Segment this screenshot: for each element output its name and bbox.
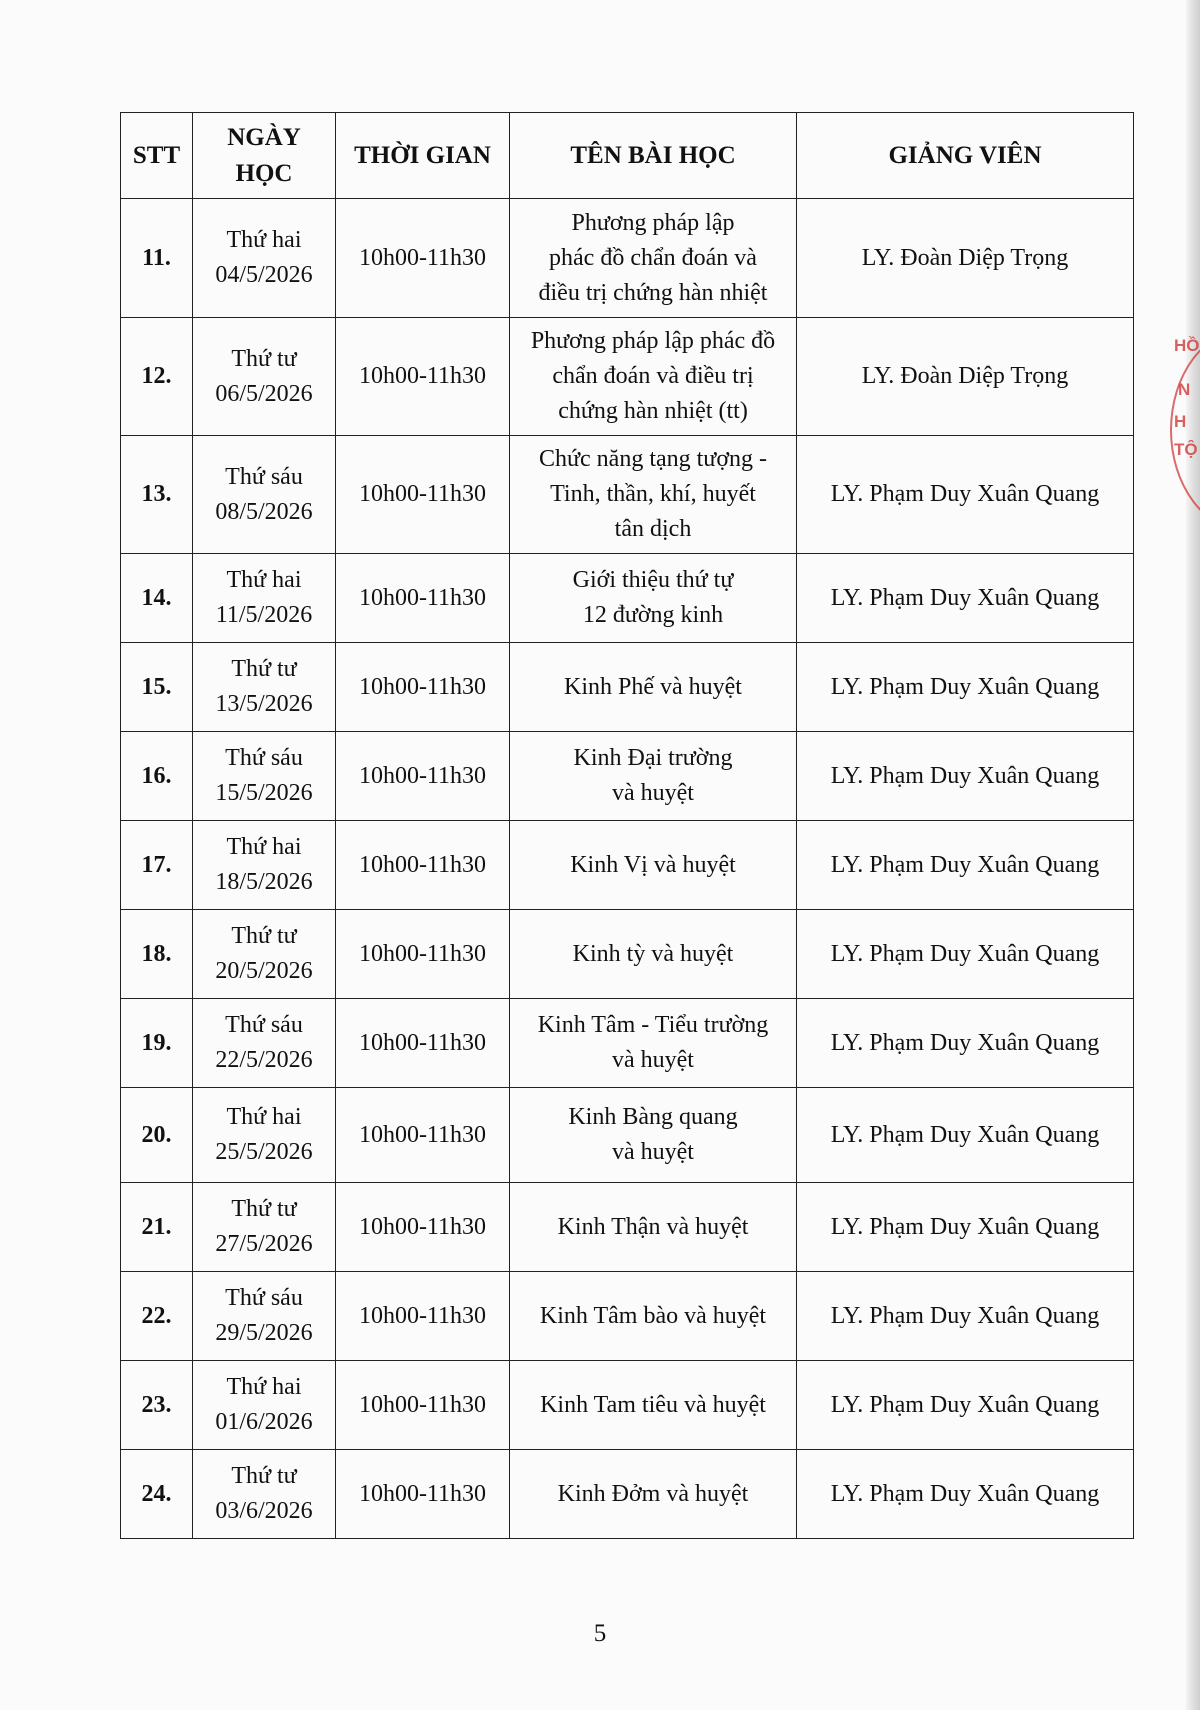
table-row	[121, 554, 1134, 643]
header-giang-vien: GIẢNG VIÊN	[797, 113, 1134, 199]
header-ngay-hoc	[193, 113, 336, 199]
cell-ten-bai-hoc	[510, 199, 797, 318]
cell-lesson-line: điều trị chứng hàn nhiệt	[538, 279, 768, 306]
cell-day-of-week: Thứ hai	[226, 567, 302, 593]
cell-ten-bai-hoc	[510, 643, 797, 732]
schedule-table	[120, 112, 1134, 1539]
cell-ten-bai-hoc	[510, 1361, 797, 1450]
cell-lesson-line: Kinh Tâm - Tiểu trường	[537, 1012, 769, 1038]
cell-ten-bai-hoc	[510, 1272, 797, 1361]
cell-day-of-week: Thứ sáu	[225, 1285, 303, 1311]
cell-lesson-line: và huyệt	[612, 1047, 694, 1073]
table-row	[121, 318, 1134, 436]
cell-stt: 23.	[121, 1361, 193, 1450]
cell-stt: 18.	[121, 910, 193, 999]
table-row	[121, 821, 1134, 910]
table-row	[121, 1183, 1134, 1272]
table-row	[121, 1088, 1134, 1183]
cell-giang-vien: LY. Phạm Duy Xuân Quang	[797, 1272, 1134, 1361]
cell-lesson-line: Tinh, thần, khí, huyết	[550, 481, 756, 507]
cell-date: 20/5/2026	[215, 958, 313, 984]
cell-stt: 21.	[121, 1183, 193, 1272]
cell-giang-vien: LY. Phạm Duy Xuân Quang	[797, 1450, 1134, 1539]
cell-thoi-gian: 10h00-11h30	[336, 1450, 510, 1539]
cell-day-of-week: Thứ hai	[226, 227, 302, 253]
cell-lesson-line: Kinh Đại trường	[573, 745, 733, 771]
cell-lesson-line: Kinh Phế và huyệt	[564, 673, 742, 700]
cell-stt: 15.	[121, 643, 193, 732]
cell-ngay-hoc	[193, 821, 336, 910]
cell-ten-bai-hoc	[510, 1450, 797, 1539]
header-thoi-gian: THỜI GIAN	[336, 113, 510, 199]
table-row	[121, 643, 1134, 732]
cell-date: 22/5/2026	[215, 1047, 313, 1073]
header-ten-bai-hoc: TÊN BÀI HỌC	[510, 113, 797, 199]
cell-giang-vien: LY. Đoàn Diệp Trọng	[797, 318, 1134, 436]
cell-date: 04/5/2026	[215, 262, 313, 288]
cell-date: 06/5/2026	[215, 380, 313, 407]
cell-lesson-line: chứng hàn nhiệt (tt)	[558, 398, 748, 424]
cell-thoi-gian: 10h00-11h30	[336, 999, 510, 1088]
cell-thoi-gian: 10h00-11h30	[336, 554, 510, 643]
cell-giang-vien: LY. Đoàn Diệp Trọng	[797, 199, 1134, 318]
cell-lesson-line: và huyệt	[612, 780, 694, 806]
table-row	[121, 1450, 1134, 1539]
cell-stt: 17.	[121, 821, 193, 910]
cell-day-of-week: Thứ hai	[226, 1374, 302, 1400]
cell-stt: 14.	[121, 554, 193, 643]
cell-thoi-gian: 10h00-11h30	[336, 732, 510, 821]
cell-ngay-hoc	[193, 643, 336, 732]
cell-lesson-line: Kinh tỳ và huyệt	[572, 940, 734, 967]
cell-ten-bai-hoc	[510, 1088, 797, 1183]
cell-ngay-hoc	[193, 732, 336, 821]
cell-stt: 12.	[121, 318, 193, 436]
cell-giang-vien: LY. Phạm Duy Xuân Quang	[797, 643, 1134, 732]
header-stt: STT	[121, 113, 193, 199]
cell-date: 29/5/2026	[215, 1320, 313, 1346]
cell-day-of-week: Thứ tư	[231, 923, 297, 949]
cell-lesson-line: Giới thiệu thứ tự	[572, 567, 734, 593]
cell-giang-vien: LY. Phạm Duy Xuân Quang	[797, 999, 1134, 1088]
header-ngay-hoc-line: HỌC	[235, 159, 293, 187]
cell-ten-bai-hoc	[510, 821, 797, 910]
cell-ngay-hoc	[193, 199, 336, 318]
cell-ten-bai-hoc	[510, 436, 797, 554]
cell-day-of-week: Thứ sáu	[225, 463, 303, 490]
cell-ngay-hoc	[193, 999, 336, 1088]
cell-ten-bai-hoc	[510, 732, 797, 821]
table-row	[121, 1272, 1134, 1361]
cell-day-of-week: Thứ tư	[231, 1196, 297, 1222]
cell-day-of-week: Thứ sáu	[225, 745, 303, 771]
cell-day-of-week: Thứ hai	[226, 834, 302, 860]
cell-ngay-hoc	[193, 1183, 336, 1272]
stamp-text: H	[1174, 412, 1187, 431]
cell-date: 11/5/2026	[215, 602, 313, 628]
cell-thoi-gian: 10h00-11h30	[336, 199, 510, 318]
page-number: 5	[593, 1620, 607, 1647]
cell-ngay-hoc	[193, 554, 336, 643]
cell-lesson-line: phác đồ chẩn đoán và	[549, 244, 757, 271]
cell-giang-vien: LY. Phạm Duy Xuân Quang	[797, 1088, 1134, 1183]
cell-date: 13/5/2026	[215, 691, 313, 717]
cell-lesson-line: Kinh Vị và huyệt	[570, 851, 736, 878]
cell-stt: 24.	[121, 1450, 193, 1539]
cell-lesson-line: 12 đường kinh	[582, 602, 724, 628]
cell-thoi-gian: 10h00-11h30	[336, 436, 510, 554]
cell-thoi-gian: 10h00-11h30	[336, 643, 510, 732]
cell-lesson-line: Phương pháp lập	[571, 209, 735, 236]
cell-stt: 19.	[121, 999, 193, 1088]
stamp-text: TỘ	[1174, 440, 1198, 459]
cell-ngay-hoc	[193, 910, 336, 999]
cell-ten-bai-hoc	[510, 999, 797, 1088]
cell-thoi-gian: 10h00-11h30	[336, 1272, 510, 1361]
cell-giang-vien: LY. Phạm Duy Xuân Quang	[797, 732, 1134, 821]
cell-stt: 20.	[121, 1088, 193, 1183]
cell-giang-vien: LY. Phạm Duy Xuân Quang	[797, 1361, 1134, 1450]
stamp-text: HỒ	[1174, 336, 1200, 355]
cell-ten-bai-hoc	[510, 318, 797, 436]
cell-lesson-line: Kinh Đởm và huyệt	[557, 1480, 749, 1507]
cell-ngay-hoc	[193, 436, 336, 554]
cell-lesson-line: tân dịch	[614, 516, 692, 542]
cell-stt: 11.	[121, 199, 193, 318]
cell-lesson-line: chẩn đoán và điều trị	[552, 363, 754, 389]
cell-ngay-hoc	[193, 1088, 336, 1183]
cell-date: 25/5/2026	[215, 1139, 313, 1165]
header-ngay-hoc-line: NGÀY	[227, 123, 301, 151]
cell-date: 01/6/2026	[215, 1409, 313, 1435]
cell-ten-bai-hoc	[510, 554, 797, 643]
cell-thoi-gian: 10h00-11h30	[336, 1183, 510, 1272]
cell-stt: 13.	[121, 436, 193, 554]
table-row	[121, 1361, 1134, 1450]
cell-lesson-line: Kinh Bàng quang	[568, 1104, 738, 1130]
cell-giang-vien: LY. Phạm Duy Xuân Quang	[797, 1183, 1134, 1272]
cell-date: 18/5/2026	[215, 869, 313, 895]
cell-thoi-gian: 10h00-11h30	[336, 1088, 510, 1183]
cell-lesson-line: Kinh Tâm bào và huyệt	[539, 1302, 767, 1329]
cell-ngay-hoc	[193, 1450, 336, 1539]
cell-lesson-line: Chức năng tạng tượng -	[539, 446, 767, 472]
table-row	[121, 199, 1134, 318]
cell-day-of-week: Thứ tư	[231, 656, 297, 682]
cell-giang-vien: LY. Phạm Duy Xuân Quang	[797, 910, 1134, 999]
cell-thoi-gian: 10h00-11h30	[336, 821, 510, 910]
cell-date: 08/5/2026	[215, 498, 313, 525]
cell-stt: 22.	[121, 1272, 193, 1361]
cell-giang-vien: LY. Phạm Duy Xuân Quang	[797, 821, 1134, 910]
cell-lesson-line: Kinh Tam tiêu và huyệt	[540, 1391, 766, 1418]
cell-lesson-line: và huyệt	[612, 1139, 694, 1165]
table-body	[121, 199, 1134, 1539]
cell-ngay-hoc	[193, 1361, 336, 1450]
scan-page-edge	[1186, 0, 1200, 1710]
cell-giang-vien: LY. Phạm Duy Xuân Quang	[797, 554, 1134, 643]
cell-thoi-gian: 10h00-11h30	[336, 910, 510, 999]
cell-stt: 16.	[121, 732, 193, 821]
cell-ngay-hoc	[193, 1272, 336, 1361]
table-row	[121, 436, 1134, 554]
red-stamp-fragment	[1168, 328, 1200, 528]
table-row	[121, 910, 1134, 999]
cell-ngay-hoc	[193, 318, 336, 436]
cell-day-of-week: Thứ tư	[231, 1463, 297, 1489]
table-row	[121, 732, 1134, 821]
cell-lesson-line: Kinh Thận và huyệt	[557, 1213, 749, 1240]
cell-thoi-gian: 10h00-11h30	[336, 318, 510, 436]
cell-day-of-week: Thứ sáu	[225, 1012, 303, 1038]
table-row	[121, 999, 1134, 1088]
cell-day-of-week: Thứ hai	[226, 1104, 302, 1130]
cell-date: 15/5/2026	[215, 780, 313, 806]
cell-date: 27/5/2026	[215, 1231, 313, 1257]
cell-lesson-line: Phương pháp lập phác đồ	[530, 328, 776, 354]
cell-ten-bai-hoc	[510, 1183, 797, 1272]
cell-ten-bai-hoc	[510, 910, 797, 999]
cell-day-of-week: Thứ tư	[231, 345, 297, 372]
table-header-row	[121, 113, 1134, 199]
cell-giang-vien: LY. Phạm Duy Xuân Quang	[797, 436, 1134, 554]
cell-date: 03/6/2026	[215, 1498, 313, 1524]
cell-thoi-gian: 10h00-11h30	[336, 1361, 510, 1450]
stamp-text: N	[1178, 380, 1191, 399]
